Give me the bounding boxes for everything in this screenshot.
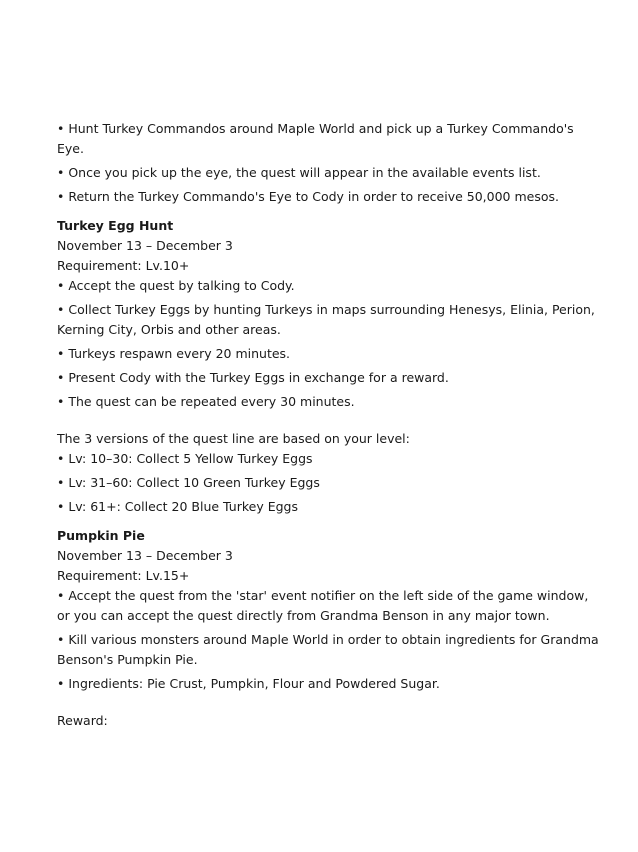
turkey-egg-hunt-bullet-present: • Present Cody with the Turkey Eggs in exchange for a reward. — [57, 370, 449, 385]
turkey-egg-hunt-bullet-accept: • Accept the quest by talking to Cody. — [57, 278, 295, 293]
pumpkin-pie-bullet-ingredients: • Ingredients: Pie Crust, Pumpkin, Flour and Powdered Sugar. — [57, 676, 440, 691]
document-page — [57, 119, 602, 731]
turkey-egg-hunt-requirement: Requirement: Lv.10+ — [57, 258, 190, 273]
turkey-egg-hunt-heading: Turkey Egg Hunt — [57, 218, 174, 233]
intro-bullet-pickup: • Once you pick up the eye, the quest will appear in the available events list. — [57, 165, 541, 180]
turkey-egg-hunt-version-2: • Lv: 31–60: Collect 10 Green Turkey Eggs — [57, 475, 320, 490]
pumpkin-pie-bullet-kill: • Kill various monsters around Maple World in order to obtain ingredients for Grandma Benson's Pumpkin Pie. — [57, 632, 599, 667]
pumpkin-pie-requirement: Requirement: Lv.15+ — [57, 568, 190, 583]
pumpkin-pie-bullet-accept: • Accept the quest from the 'star' event notifier on the left side of the game window, or you can accept the quest directly from Grandma Benson in any major town. — [57, 588, 589, 623]
pumpkin-pie-reward-label: Reward: — [57, 713, 108, 728]
turkey-egg-hunt-bullet-respawn: • Turkeys respawn every 20 minutes. — [57, 346, 291, 361]
intro-bullet-hunt: • Hunt Turkey Commandos around Maple World and pick up a Turkey Commando's Eye. — [57, 121, 574, 156]
turkey-egg-hunt-dates: November 13 – December 3 — [57, 238, 233, 253]
turkey-egg-hunt-bullet-repeat: • The quest can be repeated every 30 minutes. — [57, 394, 355, 409]
turkey-egg-hunt-version-1: • Lv: 10–30: Collect 5 Yellow Turkey Eggs — [57, 451, 313, 466]
pumpkin-pie-dates: November 13 – December 3 — [57, 548, 233, 563]
turkey-egg-hunt-version-3: • Lv: 61+: Collect 20 Blue Turkey Eggs — [57, 499, 298, 514]
turkey-egg-hunt-versions-intro: The 3 versions of the quest line are based on your level: — [57, 431, 410, 446]
pumpkin-pie-heading: Pumpkin Pie — [57, 528, 145, 543]
intro-bullet-return: • Return the Turkey Commando's Eye to Cody in order to receive 50,000 mesos. — [57, 189, 559, 204]
turkey-egg-hunt-bullet-collect: • Collect Turkey Eggs by hunting Turkeys in maps surrounding Henesys, Elinia, Perion, Kerning City, Orbis and other areas. — [57, 302, 595, 337]
